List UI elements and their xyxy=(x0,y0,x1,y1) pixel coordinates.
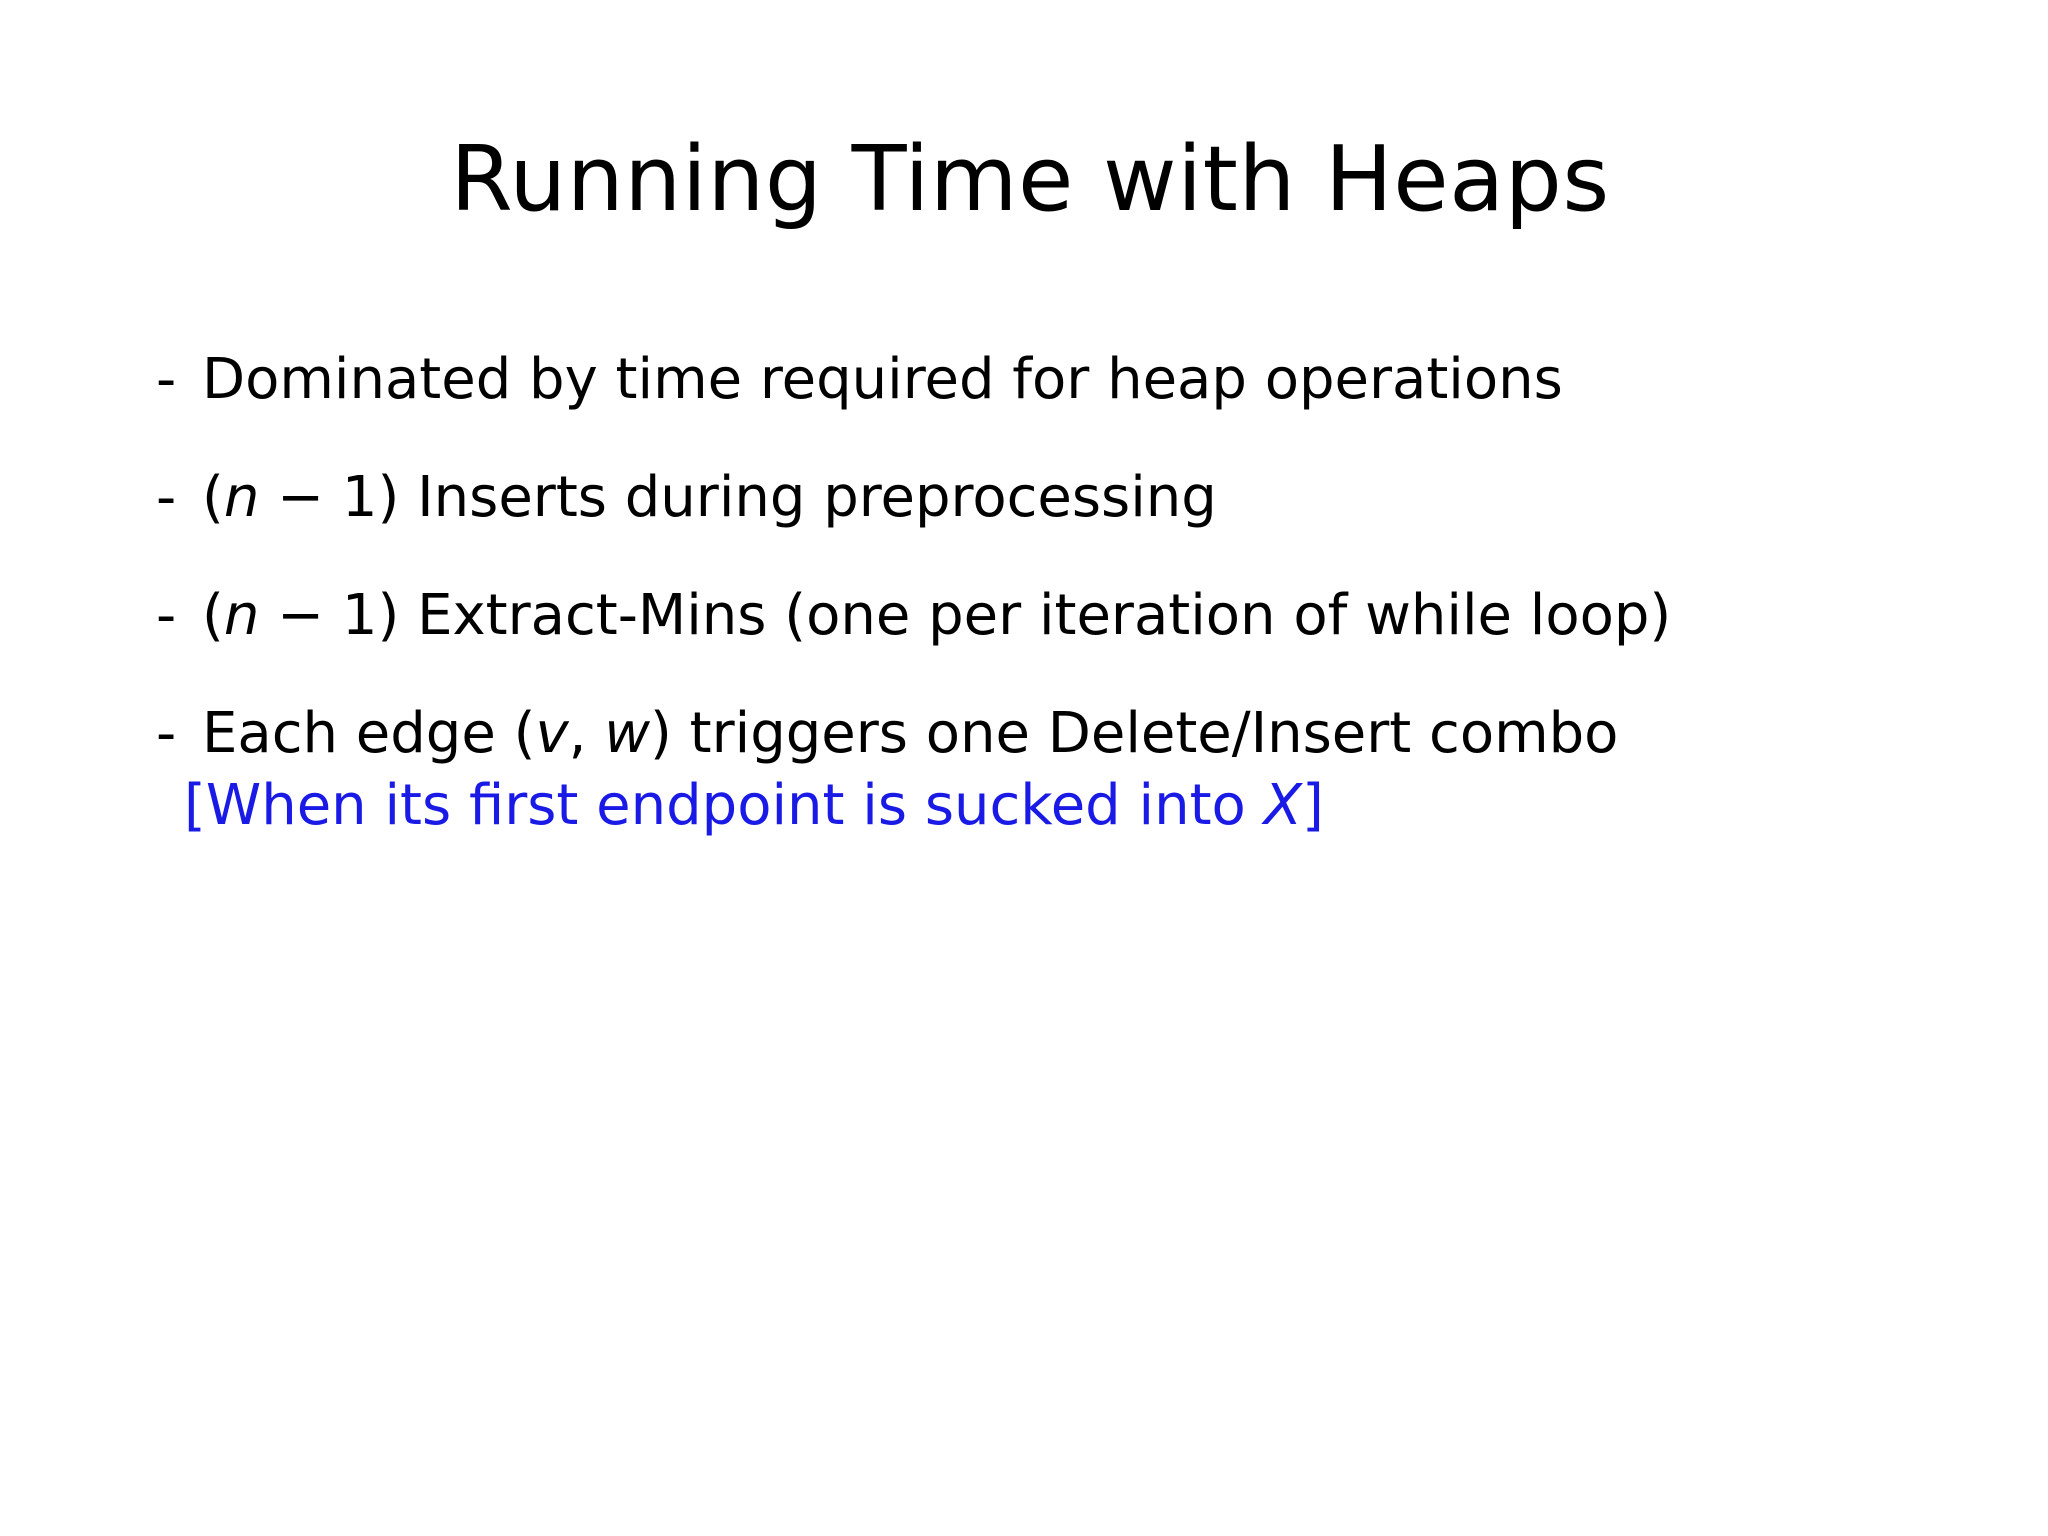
bullet-text: Dominated by time required for heap operations xyxy=(202,347,1563,412)
math-variable: n xyxy=(223,465,260,530)
math-variable-v: v xyxy=(535,701,569,766)
note-text-pre: [When its first endpoint is sucked into xyxy=(184,773,1264,838)
bullet-list xyxy=(156,340,2016,844)
math-expression xyxy=(202,583,399,648)
paren-open: ( xyxy=(202,583,224,648)
bullet-item xyxy=(156,340,2016,420)
bullet-text: Extract-Mins (one per iteration of while loop) xyxy=(399,583,1672,648)
bullet-dash: - xyxy=(156,465,177,530)
math-expression xyxy=(535,701,650,766)
bullet-item xyxy=(156,694,2016,774)
math-comma: , xyxy=(568,701,605,766)
math-variable-w: w xyxy=(604,701,650,766)
bullet-dash: - xyxy=(156,583,177,648)
bullet-text: Inserts during preprocessing xyxy=(399,465,1217,530)
math-variable: n xyxy=(223,583,260,648)
bullet-text-post: ) triggers one Delete/Insert combo xyxy=(650,701,1619,766)
paren-open: ( xyxy=(202,465,224,530)
bullet-dash: - xyxy=(156,701,177,766)
bullet-dash: - xyxy=(156,347,177,412)
math-minus-one: − 1) xyxy=(259,583,400,648)
math-minus-one: − 1) xyxy=(259,465,400,530)
math-expression xyxy=(202,465,399,530)
note-variable: X xyxy=(1263,773,1302,838)
bullet-item xyxy=(156,458,2016,538)
bullet-text-pre: Each edge ( xyxy=(202,701,536,766)
note-text-post: ] xyxy=(1301,773,1324,838)
bullet-note xyxy=(184,768,2016,844)
slide-title: Running Time with Heaps xyxy=(450,127,1610,232)
bullet-item xyxy=(156,576,2016,656)
